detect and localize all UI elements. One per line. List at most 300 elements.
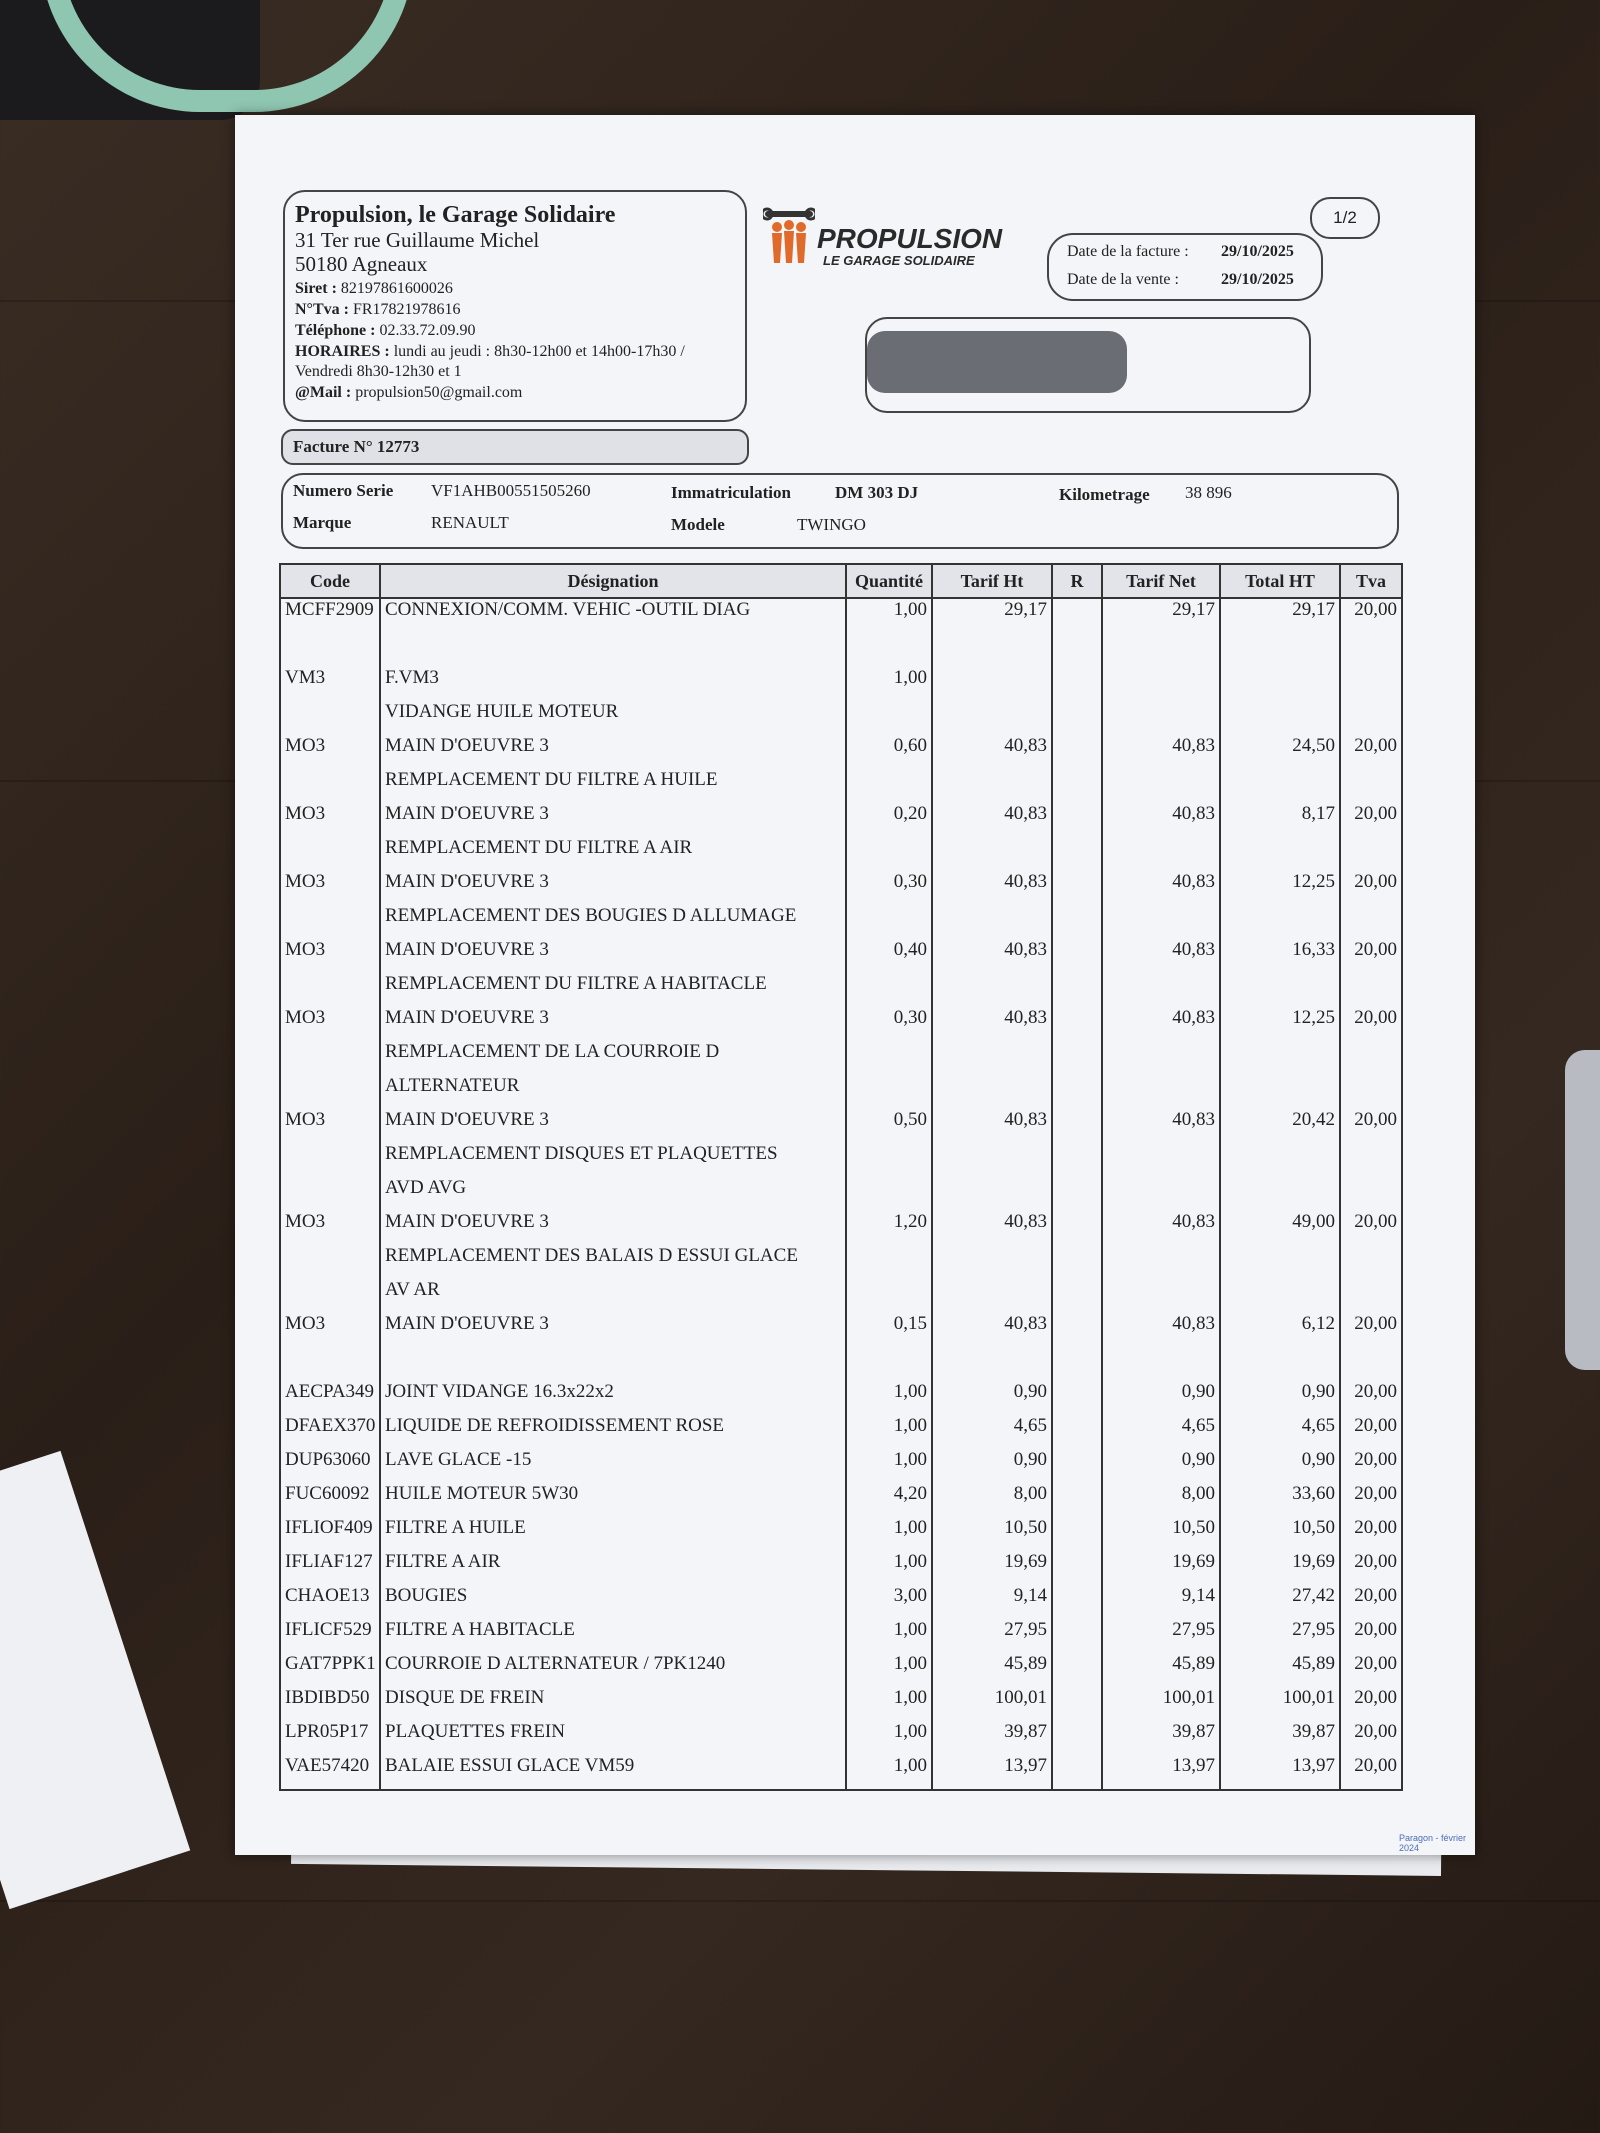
header-code: Code bbox=[280, 564, 380, 598]
table-row bbox=[280, 837, 1402, 871]
cell-des: FILTRE A AIR bbox=[380, 1551, 846, 1585]
cell-total bbox=[1220, 769, 1340, 803]
cell-code: IFLIOF409 bbox=[280, 1517, 380, 1551]
cell-ht: 40,83 bbox=[932, 871, 1052, 905]
cell-code: DUP63060 bbox=[280, 1449, 380, 1483]
cell-total: 27,42 bbox=[1220, 1585, 1340, 1619]
cell-qty: 1,00 bbox=[846, 1517, 932, 1551]
cell-ht bbox=[932, 1347, 1052, 1381]
table-row bbox=[280, 633, 1402, 667]
cell-qty bbox=[846, 905, 932, 939]
cell-ht: 40,83 bbox=[932, 1109, 1052, 1143]
cell-ht: 100,01 bbox=[932, 1687, 1052, 1721]
cell-tva bbox=[1340, 1279, 1402, 1313]
cell-r bbox=[1052, 1483, 1102, 1517]
cell-tva bbox=[1340, 1075, 1402, 1109]
invoice-sheet bbox=[235, 115, 1475, 1855]
cell-code bbox=[280, 1347, 380, 1381]
cell-net: 40,83 bbox=[1102, 871, 1220, 905]
cell-ht bbox=[932, 769, 1052, 803]
table-row bbox=[280, 1415, 1402, 1449]
cell-des: REMPLACEMENT DU FILTRE A AIR bbox=[380, 837, 846, 871]
cell-ht bbox=[932, 1245, 1052, 1279]
table-row bbox=[280, 1177, 1402, 1211]
cell-total bbox=[1220, 1347, 1340, 1381]
table-row bbox=[280, 1585, 1402, 1619]
km-label: Kilometrage bbox=[1059, 485, 1150, 504]
cell-tva: 20,00 bbox=[1340, 1755, 1402, 1790]
cell-code: MO3 bbox=[280, 735, 380, 769]
cell-tva: 20,00 bbox=[1340, 1483, 1402, 1517]
cell-des: COURROIE D ALTERNATEUR / 7PK1240 bbox=[380, 1653, 846, 1687]
model-label: Modele bbox=[671, 515, 725, 534]
cell-qty: 1,00 bbox=[846, 1653, 932, 1687]
cell-total: 10,50 bbox=[1220, 1517, 1340, 1551]
cell-total bbox=[1220, 837, 1340, 871]
cell-total bbox=[1220, 973, 1340, 1007]
tva-label: N°Tva : bbox=[295, 301, 349, 318]
cell-r bbox=[1052, 1415, 1102, 1449]
cell-tva: 20,00 bbox=[1340, 1211, 1402, 1245]
cell-qty: 0,15 bbox=[846, 1313, 932, 1347]
cell-code: MCFF2909 bbox=[280, 598, 380, 633]
cell-net bbox=[1102, 1177, 1220, 1211]
logo bbox=[763, 205, 1003, 272]
cell-tva: 20,00 bbox=[1340, 803, 1402, 837]
table-row bbox=[280, 1007, 1402, 1041]
logo-subtitle: LE GARAGE SOLIDAIRE bbox=[823, 253, 975, 268]
cell-tva bbox=[1340, 1143, 1402, 1177]
device-edge bbox=[1565, 1050, 1600, 1370]
cell-net bbox=[1102, 1279, 1220, 1313]
cell-r bbox=[1052, 1109, 1102, 1143]
cell-tva bbox=[1340, 701, 1402, 735]
invoice-label: Facture N° bbox=[293, 437, 373, 456]
cell-net bbox=[1102, 769, 1220, 803]
cell-ht bbox=[932, 1041, 1052, 1075]
mail-value: propulsion50@gmail.com bbox=[355, 384, 523, 401]
cell-des: BALAIE ESSUI GLACE VM59 bbox=[380, 1755, 846, 1790]
cell-qty bbox=[846, 1245, 932, 1279]
serial-value: VF1AHB00551505260 bbox=[431, 481, 591, 500]
cell-total bbox=[1220, 1279, 1340, 1313]
cell-tva: 20,00 bbox=[1340, 1653, 1402, 1687]
cell-des bbox=[380, 633, 846, 667]
cell-r bbox=[1052, 1143, 1102, 1177]
cell-tva: 20,00 bbox=[1340, 1721, 1402, 1755]
cell-des: LIQUIDE DE REFROIDISSEMENT ROSE bbox=[380, 1415, 846, 1449]
cell-total bbox=[1220, 1177, 1340, 1211]
cell-total: 0,90 bbox=[1220, 1449, 1340, 1483]
footer-tag: Paragon - février 2024 bbox=[1399, 1833, 1467, 1853]
phone-value: 02.33.72.09.90 bbox=[379, 322, 476, 339]
cell-qty bbox=[846, 1177, 932, 1211]
company-city: 50180 Agneaux bbox=[295, 252, 428, 276]
cell-net: 39,87 bbox=[1102, 1721, 1220, 1755]
cell-qty: 0,50 bbox=[846, 1109, 932, 1143]
cell-total: 100,01 bbox=[1220, 1687, 1340, 1721]
brand-label: Marque bbox=[293, 513, 352, 532]
redacted-client bbox=[867, 331, 1127, 393]
cell-ht bbox=[932, 837, 1052, 871]
cell-r bbox=[1052, 1313, 1102, 1347]
siret-label: Siret : bbox=[295, 280, 337, 297]
cell-code: VAE57420 bbox=[280, 1755, 380, 1790]
cell-code bbox=[280, 1279, 380, 1313]
cell-code bbox=[280, 905, 380, 939]
cell-qty: 1,00 bbox=[846, 667, 932, 701]
cell-r bbox=[1052, 1517, 1102, 1551]
cell-total: 33,60 bbox=[1220, 1483, 1340, 1517]
cell-total: 27,95 bbox=[1220, 1619, 1340, 1653]
cell-des: PLAQUETTES FREIN bbox=[380, 1721, 846, 1755]
cell-qty bbox=[846, 701, 932, 735]
cell-des: MAIN D'OEUVRE 3 bbox=[380, 803, 846, 837]
cell-r bbox=[1052, 1619, 1102, 1653]
cell-net: 4,65 bbox=[1102, 1415, 1220, 1449]
cell-r bbox=[1052, 1007, 1102, 1041]
cell-qty bbox=[846, 1075, 932, 1109]
cell-qty: 1,00 bbox=[846, 1449, 932, 1483]
cell-des: REMPLACEMENT DES BALAIS D ESSUI GLACE bbox=[380, 1245, 846, 1279]
vehicle-box bbox=[281, 473, 1399, 549]
cell-total: 13,97 bbox=[1220, 1755, 1340, 1790]
cell-total: 16,33 bbox=[1220, 939, 1340, 973]
cell-net bbox=[1102, 905, 1220, 939]
table-row bbox=[280, 1449, 1402, 1483]
cell-des: REMPLACEMENT DES BOUGIES D ALLUMAGE bbox=[380, 905, 846, 939]
cell-r bbox=[1052, 837, 1102, 871]
cell-code: MO3 bbox=[280, 1109, 380, 1143]
cell-ht: 40,83 bbox=[932, 1007, 1052, 1041]
cell-code: GAT7PPK1 bbox=[280, 1653, 380, 1687]
table-row bbox=[280, 1653, 1402, 1687]
cell-qty bbox=[846, 973, 932, 1007]
cell-des bbox=[380, 1347, 846, 1381]
cell-code bbox=[280, 1245, 380, 1279]
cell-des: REMPLACEMENT DU FILTRE A HUILE bbox=[380, 769, 846, 803]
table-row bbox=[280, 973, 1402, 1007]
cell-code: IBDIBD50 bbox=[280, 1687, 380, 1721]
cell-ht bbox=[932, 973, 1052, 1007]
invoice-number-box bbox=[281, 429, 749, 465]
cell-ht: 4,65 bbox=[932, 1415, 1052, 1449]
cell-tva bbox=[1340, 667, 1402, 701]
cell-r bbox=[1052, 1381, 1102, 1415]
cell-qty: 0,30 bbox=[846, 1007, 932, 1041]
table-row bbox=[280, 1687, 1402, 1721]
cell-ht: 29,17 bbox=[932, 598, 1052, 633]
cell-net: 9,14 bbox=[1102, 1585, 1220, 1619]
cell-ht: 27,95 bbox=[932, 1619, 1052, 1653]
header-total-ht: Total HT bbox=[1220, 564, 1340, 598]
cell-qty bbox=[846, 1041, 932, 1075]
cell-r bbox=[1052, 1551, 1102, 1585]
cell-code bbox=[280, 1041, 380, 1075]
cell-total: 12,25 bbox=[1220, 1007, 1340, 1041]
hours-value-2: Vendredi 8h30-12h30 et 1 bbox=[295, 363, 462, 380]
cell-net bbox=[1102, 1075, 1220, 1109]
cell-qty: 1,00 bbox=[846, 1687, 932, 1721]
cell-tva bbox=[1340, 973, 1402, 1007]
cell-total bbox=[1220, 667, 1340, 701]
table-row bbox=[280, 701, 1402, 735]
cell-qty: 1,20 bbox=[846, 1211, 932, 1245]
cell-r bbox=[1052, 1755, 1102, 1790]
table-row bbox=[280, 1109, 1402, 1143]
cell-r bbox=[1052, 939, 1102, 973]
cell-tva: 20,00 bbox=[1340, 1007, 1402, 1041]
cell-code bbox=[280, 973, 380, 1007]
cell-total: 39,87 bbox=[1220, 1721, 1340, 1755]
cell-tva: 20,00 bbox=[1340, 1551, 1402, 1585]
cell-net: 40,83 bbox=[1102, 1211, 1220, 1245]
cell-qty: 4,20 bbox=[846, 1483, 932, 1517]
cell-ht: 40,83 bbox=[932, 803, 1052, 837]
cell-total: 49,00 bbox=[1220, 1211, 1340, 1245]
cell-ht: 0,90 bbox=[932, 1449, 1052, 1483]
cell-r bbox=[1052, 598, 1102, 633]
cell-des: F.VM3 bbox=[380, 667, 846, 701]
cell-tva bbox=[1340, 1041, 1402, 1075]
cell-des: MAIN D'OEUVRE 3 bbox=[380, 1007, 846, 1041]
cell-tva: 20,00 bbox=[1340, 1619, 1402, 1653]
header-r: R bbox=[1052, 564, 1102, 598]
cell-tva: 20,00 bbox=[1340, 598, 1402, 633]
cell-tva: 20,00 bbox=[1340, 1687, 1402, 1721]
cell-ht bbox=[932, 667, 1052, 701]
cell-des: MAIN D'OEUVRE 3 bbox=[380, 1313, 846, 1347]
model-value: TWINGO bbox=[797, 515, 866, 534]
cell-net bbox=[1102, 1041, 1220, 1075]
cell-qty: 3,00 bbox=[846, 1585, 932, 1619]
cell-tva: 20,00 bbox=[1340, 939, 1402, 973]
cell-r bbox=[1052, 1653, 1102, 1687]
table-row bbox=[280, 871, 1402, 905]
paper-underneath bbox=[0, 1451, 190, 1909]
cell-tva: 20,00 bbox=[1340, 1449, 1402, 1483]
cell-qty: 1,00 bbox=[846, 1619, 932, 1653]
cell-net: 40,83 bbox=[1102, 1109, 1220, 1143]
cell-total: 24,50 bbox=[1220, 735, 1340, 769]
cell-qty bbox=[846, 633, 932, 667]
cell-code: FUC60092 bbox=[280, 1483, 380, 1517]
siret-value: 82197861600026 bbox=[340, 280, 453, 297]
cell-ht bbox=[932, 1177, 1052, 1211]
cell-des: MAIN D'OEUVRE 3 bbox=[380, 939, 846, 973]
cell-ht bbox=[932, 1279, 1052, 1313]
tva-value: FR17821978616 bbox=[352, 301, 461, 318]
cell-des: ALTERNATEUR bbox=[380, 1075, 846, 1109]
client-box bbox=[865, 317, 1311, 413]
brand-value: RENAULT bbox=[431, 513, 509, 532]
cell-r bbox=[1052, 633, 1102, 667]
table-row bbox=[280, 1619, 1402, 1653]
cell-total: 45,89 bbox=[1220, 1653, 1340, 1687]
table-row bbox=[280, 1755, 1402, 1790]
cell-net: 19,69 bbox=[1102, 1551, 1220, 1585]
cell-code: IFLIAF127 bbox=[280, 1551, 380, 1585]
cell-qty bbox=[846, 1347, 932, 1381]
cell-tva: 20,00 bbox=[1340, 1381, 1402, 1415]
cell-des: MAIN D'OEUVRE 3 bbox=[380, 1211, 846, 1245]
cell-code: MO3 bbox=[280, 871, 380, 905]
cell-code: LPR05P17 bbox=[280, 1721, 380, 1755]
table-header bbox=[280, 564, 1402, 598]
phone-label: Téléphone : bbox=[295, 322, 376, 339]
cell-tva: 20,00 bbox=[1340, 735, 1402, 769]
table-row bbox=[280, 735, 1402, 769]
cell-r bbox=[1052, 1279, 1102, 1313]
cell-net: 13,97 bbox=[1102, 1755, 1220, 1790]
cell-qty: 0,30 bbox=[846, 871, 932, 905]
invoice-date-label: Date de la facture : bbox=[1067, 243, 1189, 260]
cell-ht bbox=[932, 1143, 1052, 1177]
cell-tva bbox=[1340, 1177, 1402, 1211]
cell-r bbox=[1052, 1721, 1102, 1755]
cell-r bbox=[1052, 1347, 1102, 1381]
cell-total: 0,90 bbox=[1220, 1381, 1340, 1415]
cell-ht bbox=[932, 1075, 1052, 1109]
table-row bbox=[280, 1381, 1402, 1415]
cell-des: VIDANGE HUILE MOTEUR bbox=[380, 701, 846, 735]
cell-tva bbox=[1340, 837, 1402, 871]
cell-net: 29,17 bbox=[1102, 598, 1220, 633]
cell-r bbox=[1052, 1041, 1102, 1075]
cell-code bbox=[280, 837, 380, 871]
cell-total bbox=[1220, 905, 1340, 939]
wrench-figures-icon bbox=[763, 205, 815, 267]
logo-title: PROPULSION bbox=[817, 223, 1003, 254]
cell-net: 100,01 bbox=[1102, 1687, 1220, 1721]
cell-code bbox=[280, 633, 380, 667]
cell-des: AVD AVG bbox=[380, 1177, 846, 1211]
cell-ht: 40,83 bbox=[932, 1211, 1052, 1245]
cell-des: CONNEXION/COMM. VEHIC -OUTIL DIAG bbox=[380, 598, 846, 633]
cell-des: BOUGIES bbox=[380, 1585, 846, 1619]
reg-label: Immatriculation bbox=[671, 483, 791, 502]
cell-tva: 20,00 bbox=[1340, 1313, 1402, 1347]
cell-net: 27,95 bbox=[1102, 1619, 1220, 1653]
table-row bbox=[280, 1347, 1402, 1381]
cell-r bbox=[1052, 735, 1102, 769]
cell-total bbox=[1220, 1041, 1340, 1075]
cell-des: MAIN D'OEUVRE 3 bbox=[380, 871, 846, 905]
hours-value: lundi au jeudi : 8h30-12h00 et 14h00-17h30 / bbox=[393, 343, 685, 360]
cell-net bbox=[1102, 701, 1220, 735]
cell-code bbox=[280, 769, 380, 803]
cell-qty bbox=[846, 769, 932, 803]
cell-ht bbox=[932, 905, 1052, 939]
cell-qty: 0,40 bbox=[846, 939, 932, 973]
page-number: 1/2 bbox=[1310, 197, 1380, 239]
table-row bbox=[280, 1143, 1402, 1177]
sale-date-label: Date de la vente : bbox=[1067, 271, 1179, 288]
cell-net bbox=[1102, 1245, 1220, 1279]
cell-code bbox=[280, 1075, 380, 1109]
cell-r bbox=[1052, 871, 1102, 905]
cell-ht: 0,90 bbox=[932, 1381, 1052, 1415]
cell-tva: 20,00 bbox=[1340, 1415, 1402, 1449]
table-row bbox=[280, 1551, 1402, 1585]
cell-des: FILTRE A HABITACLE bbox=[380, 1619, 846, 1653]
items-table bbox=[279, 563, 1403, 1791]
table-row bbox=[280, 1041, 1402, 1075]
table-row bbox=[280, 1075, 1402, 1109]
table-row bbox=[280, 939, 1402, 973]
cell-des: HUILE MOTEUR 5W30 bbox=[380, 1483, 846, 1517]
cell-r bbox=[1052, 1177, 1102, 1211]
cell-ht: 8,00 bbox=[932, 1483, 1052, 1517]
cell-des: LAVE GLACE -15 bbox=[380, 1449, 846, 1483]
cell-r bbox=[1052, 1585, 1102, 1619]
cell-qty: 1,00 bbox=[846, 598, 932, 633]
cell-code: DFAEX370 bbox=[280, 1415, 380, 1449]
cell-total: 8,17 bbox=[1220, 803, 1340, 837]
cell-des: REMPLACEMENT DISQUES ET PLAQUETTES bbox=[380, 1143, 846, 1177]
cell-ht: 19,69 bbox=[932, 1551, 1052, 1585]
cell-net bbox=[1102, 1347, 1220, 1381]
dates-box bbox=[1047, 233, 1323, 301]
cell-code bbox=[280, 701, 380, 735]
cell-code bbox=[280, 1143, 380, 1177]
cell-r bbox=[1052, 1687, 1102, 1721]
cell-qty: 0,20 bbox=[846, 803, 932, 837]
cell-net bbox=[1102, 973, 1220, 1007]
cell-total: 12,25 bbox=[1220, 871, 1340, 905]
cell-tva: 20,00 bbox=[1340, 1109, 1402, 1143]
mail-label: @Mail : bbox=[295, 384, 352, 401]
cell-des: MAIN D'OEUVRE 3 bbox=[380, 735, 846, 769]
cell-net: 8,00 bbox=[1102, 1483, 1220, 1517]
cell-des: FILTRE A HUILE bbox=[380, 1517, 846, 1551]
table-row bbox=[280, 1517, 1402, 1551]
header-quantity: Quantité bbox=[846, 564, 932, 598]
cell-r bbox=[1052, 973, 1102, 1007]
cell-qty: 0,60 bbox=[846, 735, 932, 769]
cell-ht: 39,87 bbox=[932, 1721, 1052, 1755]
cell-r bbox=[1052, 1075, 1102, 1109]
cell-total bbox=[1220, 1245, 1340, 1279]
cell-net: 40,83 bbox=[1102, 803, 1220, 837]
cell-tva bbox=[1340, 905, 1402, 939]
cell-code: AECPA349 bbox=[280, 1381, 380, 1415]
header-designation: Désignation bbox=[380, 564, 846, 598]
cell-total: 29,17 bbox=[1220, 598, 1340, 633]
reg-value: DM 303 DJ bbox=[835, 483, 919, 502]
cell-r bbox=[1052, 905, 1102, 939]
cell-ht bbox=[932, 633, 1052, 667]
cell-code: VM3 bbox=[280, 667, 380, 701]
cell-tva bbox=[1340, 1347, 1402, 1381]
cell-total bbox=[1220, 701, 1340, 735]
table-row bbox=[280, 803, 1402, 837]
hours-label: HORAIRES : bbox=[295, 343, 390, 360]
cell-code: IFLICF529 bbox=[280, 1619, 380, 1653]
cell-total: 20,42 bbox=[1220, 1109, 1340, 1143]
cell-qty bbox=[846, 1279, 932, 1313]
cell-net: 40,83 bbox=[1102, 1007, 1220, 1041]
cell-tva: 20,00 bbox=[1340, 1517, 1402, 1551]
cell-ht: 40,83 bbox=[932, 735, 1052, 769]
cell-net bbox=[1102, 837, 1220, 871]
cell-tva bbox=[1340, 1245, 1402, 1279]
cell-net: 0,90 bbox=[1102, 1381, 1220, 1415]
cell-net bbox=[1102, 1143, 1220, 1177]
cell-r bbox=[1052, 1245, 1102, 1279]
cell-total bbox=[1220, 1075, 1340, 1109]
cell-qty: 1,00 bbox=[846, 1755, 932, 1790]
